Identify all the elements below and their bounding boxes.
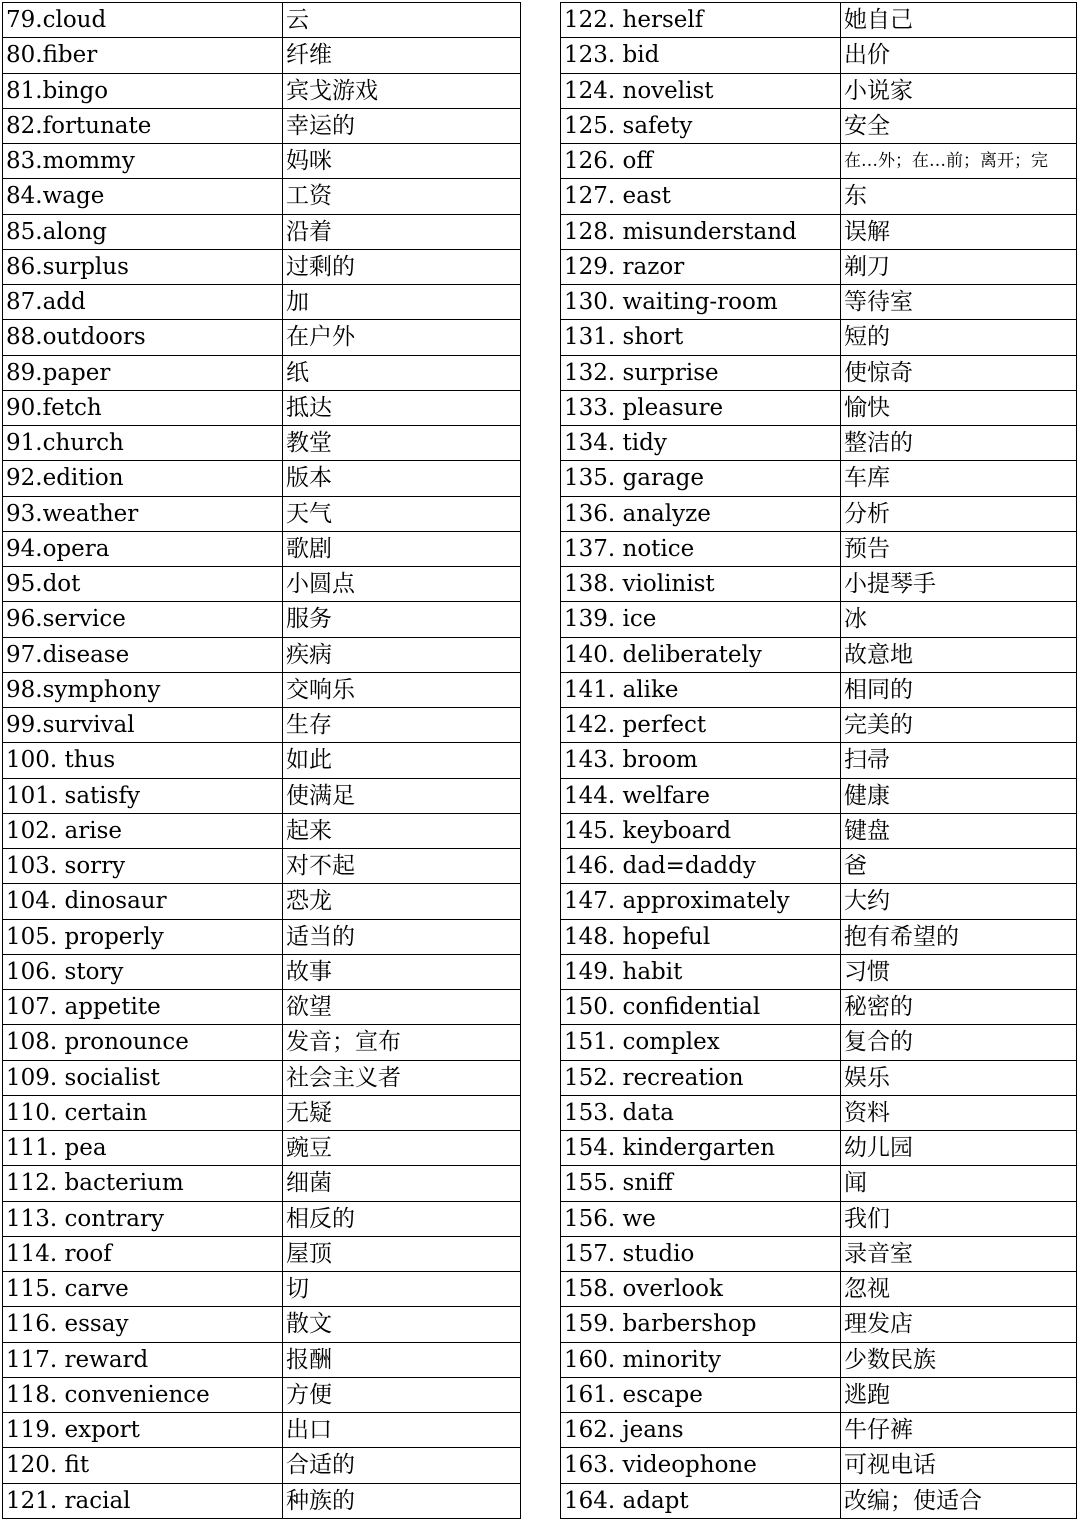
vocab-meaning-cell: 忽视 [841,1272,1077,1307]
vocab-meaning-cell: 服务 [283,602,521,637]
vocab-row [561,461,1077,496]
vocab-word-cell: 86.surplus [3,249,283,284]
vocab-row [561,1060,1077,1095]
vocab-meaning-cell: 故事 [283,954,521,989]
vocab-word-cell: 79.cloud [3,3,283,38]
vocab-meaning-cell: 沿着 [283,214,521,249]
vocab-row [561,1166,1077,1201]
vocab-row [3,954,521,989]
vocab-word-cell: 84.wage [3,179,283,214]
vocab-word-cell: 90.fetch [3,390,283,425]
vocab-row [3,1095,521,1130]
vocab-row [561,1095,1077,1130]
vocab-word-cell: 120. fit [3,1448,283,1483]
vocab-word-cell: 158. overlook [561,1272,841,1307]
vocab-meaning-cell: 整洁的 [841,426,1077,461]
vocab-row [561,1272,1077,1307]
vocab-row [3,1025,521,1060]
vocab-meaning-cell: 教堂 [283,426,521,461]
vocab-meaning-cell: 欲望 [283,990,521,1025]
vocab-row [3,73,521,108]
vocab-meaning-cell: 如此 [283,743,521,778]
vocab-row [3,531,521,566]
vocab-word-cell: 117. reward [3,1342,283,1377]
vocab-row [3,1131,521,1166]
vocab-row [561,1342,1077,1377]
vocab-table-left [2,2,521,1519]
vocab-meaning-cell: 我们 [841,1201,1077,1236]
vocab-word-cell: 164. adapt [561,1483,841,1518]
vocab-row [3,1448,521,1483]
vocab-row [561,1025,1077,1060]
vocab-meaning-cell: 使惊奇 [841,355,1077,390]
vocab-row [3,1272,521,1307]
vocab-row [3,1307,521,1342]
vocab-word-cell: 110. certain [3,1095,283,1130]
vocab-meaning-cell: 秘密的 [841,990,1077,1025]
vocab-row [3,108,521,143]
vocab-meaning-cell: 加 [283,285,521,320]
vocab-word-cell: 83.mommy [3,144,283,179]
vocab-row [3,1483,521,1518]
vocab-row [561,1236,1077,1271]
vocab-meaning-cell: 纤维 [283,38,521,73]
vocab-row [561,637,1077,672]
vocab-meaning-cell: 故意地 [841,637,1077,672]
vocab-meaning-cell: 散文 [283,1307,521,1342]
vocab-meaning-cell: 可视电话 [841,1448,1077,1483]
vocab-meaning-cell: 社会主义者 [283,1060,521,1095]
vocab-meaning-cell: 牛仔裤 [841,1413,1077,1448]
vocab-row [561,778,1077,813]
vocab-word-cell: 100. thus [3,743,283,778]
vocab-row [3,461,521,496]
vocab-row [561,1201,1077,1236]
vocab-word-cell: 159. barbershop [561,1307,841,1342]
vocab-row [3,1342,521,1377]
vocab-word-cell: 127. east [561,179,841,214]
vocab-word-cell: 118. convenience [3,1377,283,1412]
vocab-word-cell: 91.church [3,426,283,461]
vocab-meaning-cell: 车库 [841,461,1077,496]
vocab-word-cell: 114. roof [3,1236,283,1271]
vocab-row [561,355,1077,390]
vocab-meaning-cell: 改编；使适合 [841,1483,1077,1518]
vocab-table-right-body [561,3,1077,1519]
vocab-row [561,1483,1077,1518]
vocab-meaning-cell: 版本 [283,461,521,496]
vocab-word-cell: 107. appetite [3,990,283,1025]
vocab-word-cell: 85.along [3,214,283,249]
vocab-table-right [560,2,1077,1519]
vocab-meaning-cell: 幸运的 [283,108,521,143]
vocab-meaning-cell: 交响乐 [283,672,521,707]
vocab-word-cell: 102. arise [3,813,283,848]
vocab-word-cell: 122. herself [561,3,841,38]
vocab-row [3,849,521,884]
vocab-meaning-cell: 闻 [841,1166,1077,1201]
vocab-row [561,1377,1077,1412]
vocab-row [561,390,1077,425]
vocab-meaning-cell: 疾病 [283,637,521,672]
vocab-row [3,778,521,813]
vocab-row [3,567,521,602]
vocab-meaning-cell: 工资 [283,179,521,214]
vocab-meaning-cell: 愉快 [841,390,1077,425]
vocab-meaning-cell: 天气 [283,496,521,531]
vocab-meaning-cell: 完美的 [841,708,1077,743]
vocab-word-cell: 112. bacterium [3,1166,283,1201]
vocab-word-cell: 116. essay [3,1307,283,1342]
vocab-row [561,849,1077,884]
vocab-row [561,531,1077,566]
vocab-word-cell: 109. socialist [3,1060,283,1095]
vocab-row [561,179,1077,214]
vocab-meaning-cell: 预告 [841,531,1077,566]
vocab-meaning-cell: 妈咪 [283,144,521,179]
vocab-word-cell: 119. export [3,1413,283,1448]
vocab-meaning-cell: 她自己 [841,3,1077,38]
vocab-row [3,1377,521,1412]
vocab-word-cell: 160. minority [561,1342,841,1377]
vocab-meaning-cell: 对不起 [283,849,521,884]
vocab-word-cell: 163. videophone [561,1448,841,1483]
vocab-row [3,3,521,38]
vocab-row [3,637,521,672]
vocab-word-cell: 106. story [3,954,283,989]
vocab-word-cell: 136. analyze [561,496,841,531]
vocab-word-cell: 140. deliberately [561,637,841,672]
vocab-word-cell: 132. surprise [561,355,841,390]
vocab-row [3,602,521,637]
vocab-meaning-cell: 少数民族 [841,1342,1077,1377]
vocab-word-cell: 153. data [561,1095,841,1130]
vocab-row [561,813,1077,848]
vocab-row [3,672,521,707]
vocab-meaning-cell: 误解 [841,214,1077,249]
vocab-word-cell: 154. kindergarten [561,1131,841,1166]
vocab-word-cell: 133. pleasure [561,390,841,425]
vocab-word-cell: 152. recreation [561,1060,841,1095]
vocab-row [3,708,521,743]
vocab-word-cell: 104. dinosaur [3,884,283,919]
vocab-word-cell: 123. bid [561,38,841,73]
vocab-meaning-cell: 小说家 [841,73,1077,108]
vocab-word-cell: 144. welfare [561,778,841,813]
vocab-word-cell: 82.fortunate [3,108,283,143]
vocab-meaning-cell: 健康 [841,778,1077,813]
vocab-word-cell: 156. we [561,1201,841,1236]
vocab-word-cell: 125. safety [561,108,841,143]
vocab-row [561,108,1077,143]
vocab-meaning-cell: 抵达 [283,390,521,425]
vocab-word-cell: 95.dot [3,567,283,602]
vocab-word-cell: 135. garage [561,461,841,496]
vocab-word-cell: 128. misunderstand [561,214,841,249]
vocab-row [3,1413,521,1448]
vocab-row [3,214,521,249]
vocab-table-left-body [3,3,521,1519]
vocab-word-cell: 161. escape [561,1377,841,1412]
vocab-word-cell: 139. ice [561,602,841,637]
vocab-meaning-cell: 细菌 [283,1166,521,1201]
vocab-word-cell: 101. satisfy [3,778,283,813]
vocab-row [3,390,521,425]
vocab-row [561,426,1077,461]
vocab-meaning-cell: 恐龙 [283,884,521,919]
vocab-word-cell: 98.symphony [3,672,283,707]
vocab-word-cell: 108. pronounce [3,1025,283,1060]
vocab-meaning-cell: 资料 [841,1095,1077,1130]
vocab-word-cell: 141. alike [561,672,841,707]
vocab-row [3,1166,521,1201]
vocab-meaning-cell: 相同的 [841,672,1077,707]
vocab-row [561,214,1077,249]
vocab-meaning-cell: 大约 [841,884,1077,919]
vocab-meaning-cell: 习惯 [841,954,1077,989]
vocab-word-cell: 88.outdoors [3,320,283,355]
vocab-meaning-cell: 东 [841,179,1077,214]
vocab-word-cell: 111. pea [3,1131,283,1166]
vocab-meaning-cell: 娱乐 [841,1060,1077,1095]
vocab-word-cell: 124. novelist [561,73,841,108]
vocab-word-cell: 126. off [561,144,841,179]
vocab-word-cell: 96.service [3,602,283,637]
vocab-meaning-cell: 短的 [841,320,1077,355]
vocab-row [561,602,1077,637]
vocab-row [561,567,1077,602]
vocab-row [3,1236,521,1271]
vocab-row [561,884,1077,919]
vocab-row [561,249,1077,284]
vocab-meaning-cell: 方便 [283,1377,521,1412]
vocab-word-cell: 130. waiting-room [561,285,841,320]
vocab-meaning-cell: 幼儿园 [841,1131,1077,1166]
vocab-meaning-cell: 剃刀 [841,249,1077,284]
vocab-meaning-cell: 使满足 [283,778,521,813]
vocab-meaning-cell: 云 [283,3,521,38]
vocab-meaning-cell: 等待室 [841,285,1077,320]
vocab-meaning-cell: 键盘 [841,813,1077,848]
vocab-word-cell: 129. razor [561,249,841,284]
vocab-word-cell: 81.bingo [3,73,283,108]
vocab-row [561,954,1077,989]
vocab-meaning-cell: 豌豆 [283,1131,521,1166]
vocab-row [3,179,521,214]
vocab-word-cell: 94.opera [3,531,283,566]
vocab-row [561,1307,1077,1342]
vocab-row [3,1060,521,1095]
vocab-row [561,496,1077,531]
vocab-word-cell: 113. contrary [3,1201,283,1236]
vocab-word-cell: 157. studio [561,1236,841,1271]
vocab-word-cell: 145. keyboard [561,813,841,848]
vocab-meaning-cell: 安全 [841,108,1077,143]
vocab-word-cell: 93.weather [3,496,283,531]
vocab-meaning-cell: 无疑 [283,1095,521,1130]
vocab-row [561,1448,1077,1483]
vocab-word-cell: 115. carve [3,1272,283,1307]
vocab-meaning-cell: 复合的 [841,1025,1077,1060]
vocab-meaning-cell: 切 [283,1272,521,1307]
vocab-row [3,426,521,461]
vocab-meaning-cell: 理发店 [841,1307,1077,1342]
vocab-word-cell: 89.paper [3,355,283,390]
vocab-row [3,743,521,778]
vocab-word-cell: 143. broom [561,743,841,778]
vocab-meaning-cell: 扫帚 [841,743,1077,778]
vocab-meaning-cell: 冰 [841,602,1077,637]
vocab-word-cell: 99.survival [3,708,283,743]
vocab-word-cell: 92.edition [3,461,283,496]
vocab-row [561,919,1077,954]
vocab-word-cell: 150. confidential [561,990,841,1025]
vocab-word-cell: 131. short [561,320,841,355]
vocab-row [3,813,521,848]
vocab-meaning-cell: 出口 [283,1413,521,1448]
vocab-meaning-cell: 爸 [841,849,1077,884]
vocab-word-cell: 142. perfect [561,708,841,743]
vocab-meaning-cell: 抱有希望的 [841,919,1077,954]
vocab-word-cell: 151. complex [561,1025,841,1060]
vocab-row [3,1201,521,1236]
vocab-row [561,990,1077,1025]
vocab-word-cell: 121. racial [3,1483,283,1518]
vocab-word-cell: 149. habit [561,954,841,989]
vocab-row [3,320,521,355]
vocab-meaning-cell: 分析 [841,496,1077,531]
vocab-row [3,285,521,320]
vocab-word-cell: 162. jeans [561,1413,841,1448]
vocab-row [561,144,1077,179]
vocab-word-cell: 103. sorry [3,849,283,884]
vocab-meaning-cell: 起来 [283,813,521,848]
vocab-meaning-cell: 宾戈游戏 [283,73,521,108]
vocab-word-cell: 138. violinist [561,567,841,602]
vocab-row [3,884,521,919]
vocab-row [561,743,1077,778]
vocab-meaning-cell: 出价 [841,38,1077,73]
vocab-word-cell: 80.fiber [3,38,283,73]
vocab-word-cell: 105. properly [3,919,283,954]
vocab-meaning-cell: 相反的 [283,1201,521,1236]
vocab-meaning-cell: 适当的 [283,919,521,954]
vocab-word-cell: 146. dad=daddy [561,849,841,884]
vocab-meaning-cell: 报酬 [283,1342,521,1377]
vocab-row [561,1413,1077,1448]
vocab-row [561,672,1077,707]
vocab-word-cell: 97.disease [3,637,283,672]
vocab-meaning-cell: 生存 [283,708,521,743]
vocab-meaning-cell: 小圆点 [283,567,521,602]
vocab-word-cell: 148. hopeful [561,919,841,954]
vocab-meaning-cell: 在户外 [283,320,521,355]
vocab-word-cell: 134. tidy [561,426,841,461]
vocab-row [561,73,1077,108]
vocab-row [3,144,521,179]
vocab-meaning-cell: 在…外；在…前；离开；完 [841,144,1077,179]
vocab-meaning-cell: 屋顶 [283,1236,521,1271]
vocab-meaning-cell: 过剩的 [283,249,521,284]
vocab-row [561,320,1077,355]
vocab-meaning-cell: 种族的 [283,1483,521,1518]
vocab-word-cell: 147. approximately [561,884,841,919]
vocab-meaning-cell: 小提琴手 [841,567,1077,602]
vocab-row [3,355,521,390]
vocab-row [3,990,521,1025]
vocab-meaning-cell: 发音；宣布 [283,1025,521,1060]
vocab-word-cell: 87.add [3,285,283,320]
vocab-row [561,285,1077,320]
vocab-meaning-cell: 纸 [283,355,521,390]
vocab-row [3,249,521,284]
vocab-word-cell: 155. sniff [561,1166,841,1201]
vocab-row [561,708,1077,743]
vocab-meaning-cell: 录音室 [841,1236,1077,1271]
vocab-meaning-cell: 歌剧 [283,531,521,566]
vocab-meaning-cell: 逃跑 [841,1377,1077,1412]
vocab-meaning-cell: 合适的 [283,1448,521,1483]
vocab-row [3,38,521,73]
vocab-row [561,3,1077,38]
vocab-row [561,38,1077,73]
vocab-row [3,919,521,954]
vocab-row [561,1131,1077,1166]
vocab-word-cell: 137. notice [561,531,841,566]
vocab-row [3,496,521,531]
